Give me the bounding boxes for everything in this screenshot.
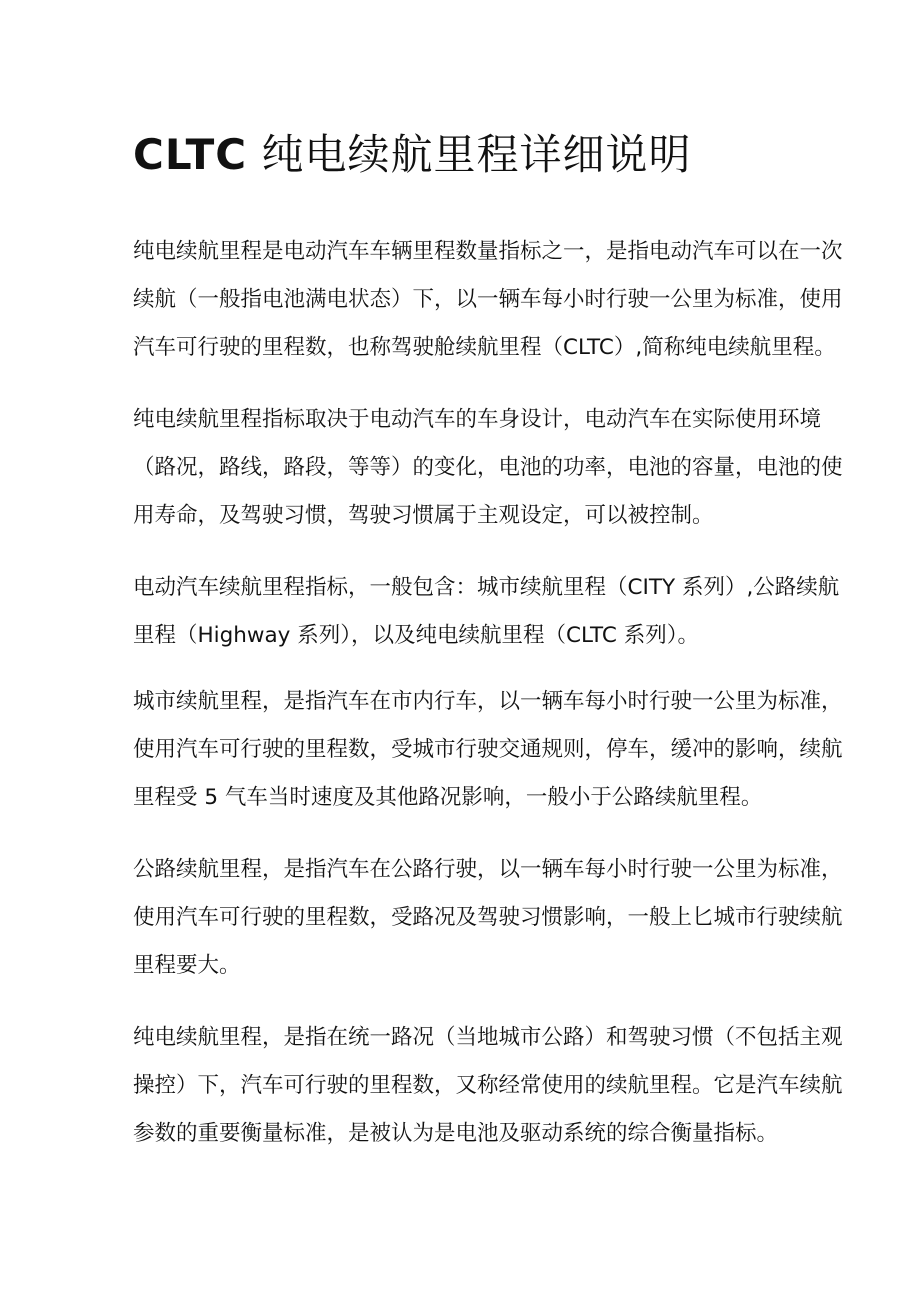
paragraph-definition [133,228,843,372]
text-line: 里程（Highway 系列），以及纯电续航里程（CLTC 系列）。 [133,623,699,648]
text-line: 续航（一般指电池满电状态）下，以一辆车每小时行驶一公里为标准，使用 [133,287,843,312]
title-text: 纯电续航里程详细说明 [247,130,692,179]
text-line: 使用汽车可行驶的里程数，受路况及驾驶习惯影响，一般上匕城市行驶续航 [133,905,843,930]
paragraph-factors [133,396,843,540]
text-line: 纯电续航里程是电动汽车车辆里程数量指标之一，是指电动汽车可以在一次 [133,239,843,264]
text-line: 纯电续航里程指标取决于电动汽车的车身设计，电动汽车在实际使用环境 [133,407,822,432]
text-line: 操控）下，汽车可行驶的里程数，又称经常使用的续航里程。它是汽车续航 [133,1073,843,1098]
text-line: 公路续航里程，是指汽车在公路行驶，以一辆车每小时行驶一公里为标准， [133,857,843,882]
text-line: 里程受 5 气车当时速度及其他路况影响，一般小于公路续航里程。 [133,785,763,810]
paragraph-highway [133,846,843,990]
text-line: 使用汽车可行驶的里程数，受城市行驶交通规则，停车，缓冲的影响，续航 [133,737,843,762]
text-line: （路况，路线，路段，等等）的变化，电池的功率，电池的容量，电池的使 [133,455,843,480]
title-prefix: CLTC [133,130,248,179]
page-title [133,122,691,182]
paragraph-city [133,678,843,822]
text-line: 用寿命，及驾驶习惯，驾驶习惯属于主观设定，可以被控制。 [133,503,714,528]
text-line: 电动汽车续航里程指标，一般包含：城市续航里程（CITY 系列）,公路续航 [133,575,840,600]
text-line: 参数的重要衡量标准，是被认为是电池及驱动系统的综合衡量指标。 [133,1121,779,1146]
paragraph-cltc [133,1014,843,1158]
text-line: 里程要大。 [133,953,241,978]
text-line: 城市续航里程，是指汽车在市内行车，以一辆车每小时行驶一公里为标准， [133,689,843,714]
paragraph-categories [133,564,839,660]
text-line: 纯电续航里程，是指在统一路况（当地城市公路）和驾驶习惯（不包括主观 [133,1025,843,1050]
text-line: 汽车可行驶的里程数，也称驾驶舱续航里程（CLTC）,简称纯电续航里程。 [133,335,836,360]
